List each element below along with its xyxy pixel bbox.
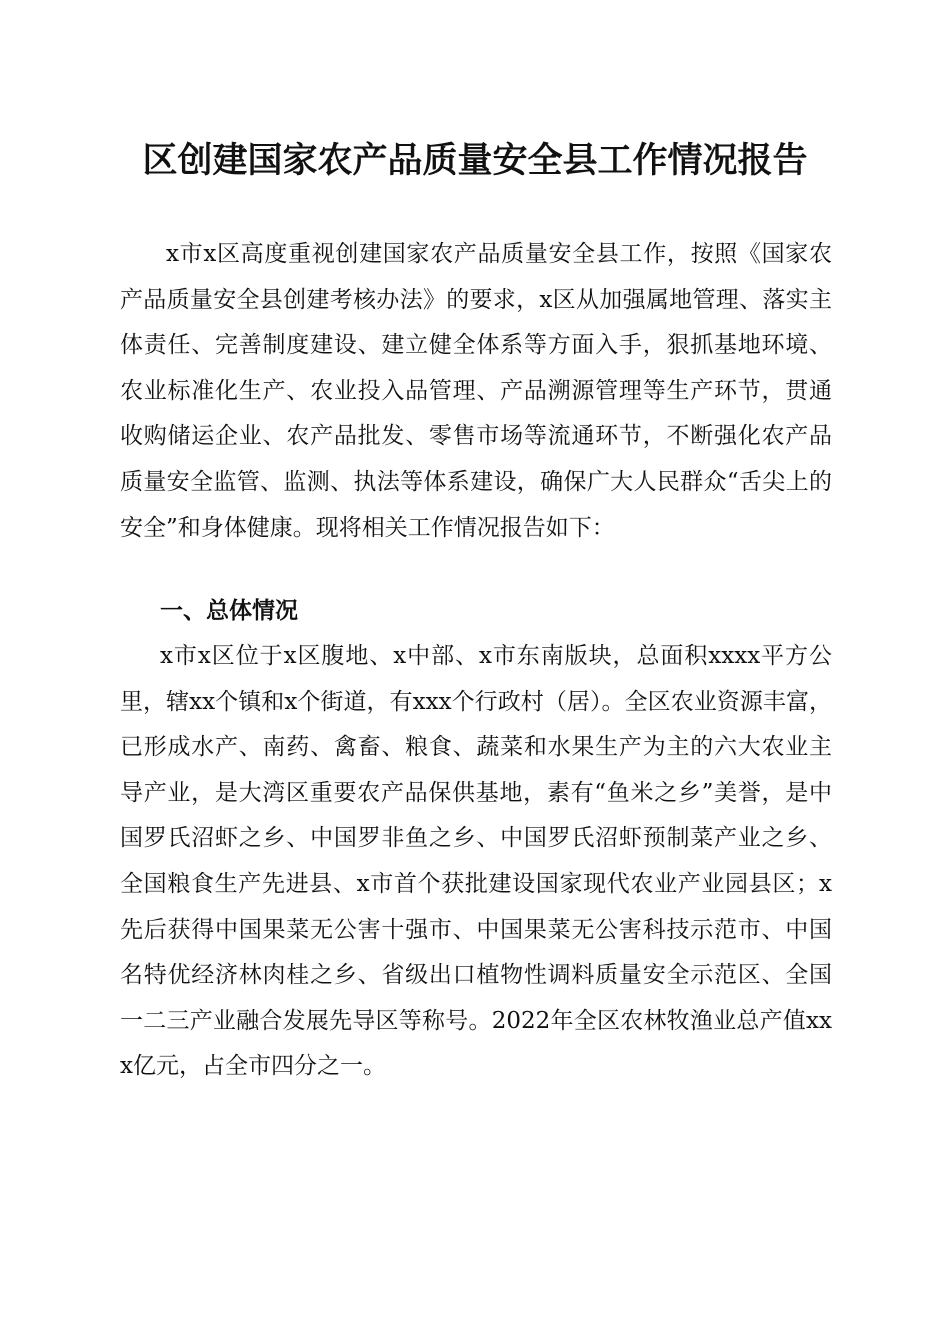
intro-paragraph: x市x区高度重视创建国家农产品质量安全县工作，按照《国家农产品质量安全县创建考核办法》的要求，x区从加强属地管理、落实主体责任、完善制度建设、建立健全体系等方面入手，狠抓基地环境、农业标准化生产、农业投入品管理、产品溯源管理等生产环节，贯通收购储运企业、农产品批发、零售市场等流通环节，不断强化农产品质量安全监管、监测、执法等体系建设，确保广大人民群众“舌尖上的安全”和身体健康。现将相关工作情况报告如下： (120, 241, 832, 541)
section-paragraph: x市x区位于x区腹地、x中部、x市东南版块，总面积xxxx平方公里，辖xx个镇和x个街道，有xxx个行政村（居）。全区农业资源丰富，已形成水产、南药、禽畜、粮食、蔬菜和水果生产为主的六大农业主导产业，是大湾区重要农产品保供基地，素有“鱼米之乡”美誉，是中国罗氏沼虾之乡、中国罗非鱼之乡、中国罗氏沼虾预制菜产业之乡、全国粮食生产先进县、x市首个获批建设国家现代农业产业园县区；x先后获得中国果菜无公害十强市、中国果菜无公害科技示范市、中国名特优经济林肉桂之乡、省级出口植物性调料质量安全示范区、全国一二三产业融合发展先导区等称号。2022年全区农林牧渔业总产值xxx亿元，占全市四分之一。 (120, 643, 832, 1080)
section-heading: 一、总体情况 (160, 598, 298, 624)
document-title: 区创建国家农产品质量安全县工作情况报告 (142, 141, 808, 181)
